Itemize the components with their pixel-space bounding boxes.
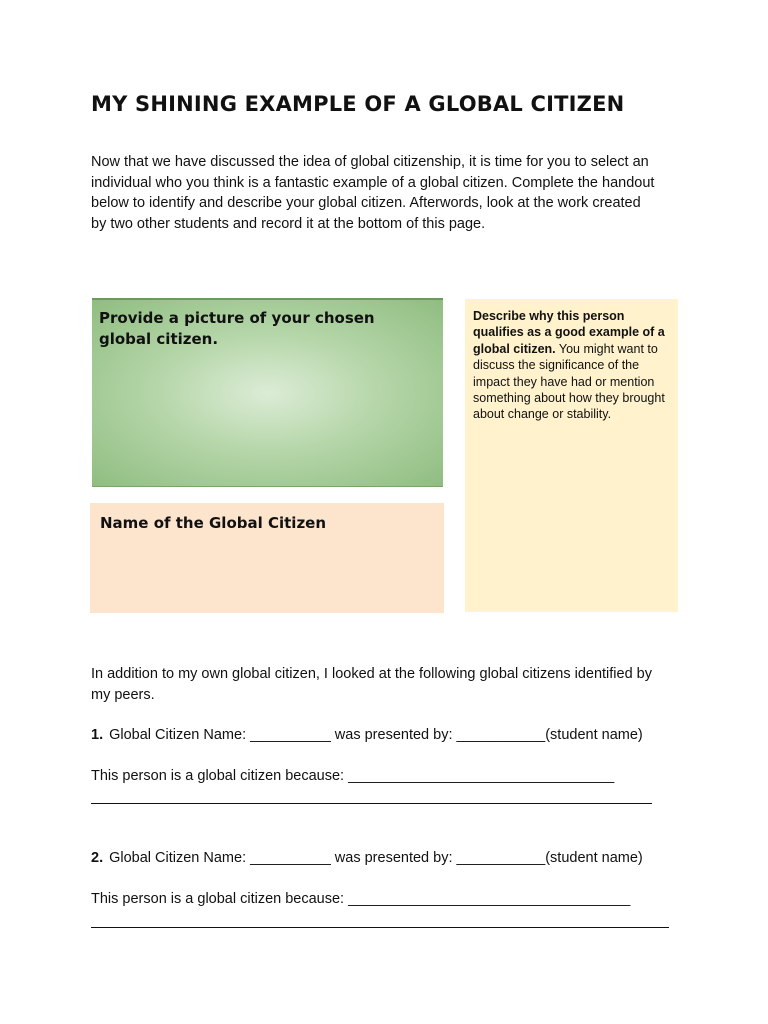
intro-paragraph (91, 152, 691, 234)
entry-2-answer-underline[interactable] (91, 927, 669, 928)
peers-intro-line: In addition to my own global citizen, I looked at the following global citizens identified by (91, 666, 652, 682)
entry-1-name-line[interactable] (91, 727, 643, 743)
picture-box-label: Provide a picture of your chosen global citizen. (99, 309, 375, 348)
picture-box[interactable] (92, 298, 443, 487)
entry-2-name-text: Global Citizen Name: __________ was presented by: ___________(student name) (109, 850, 643, 866)
entry-1-name-text: Global Citizen Name: __________ was presented by: ___________(student name) (109, 727, 643, 743)
describe-box[interactable] (465, 299, 678, 612)
entry-2-because-line[interactable]: This person is a global citizen because: ___________________________________ (91, 891, 631, 907)
describe-box-bold: Describe why this person qualifies as a good example of a global citizen. (473, 309, 665, 356)
name-box-label: Name of the Global Citizen (100, 514, 327, 532)
entry-2-name-line[interactable] (91, 850, 643, 866)
entry-2-number: 2. (91, 850, 104, 866)
intro-line: Now that we have discussed the idea of global citizenship, it is time for you to select an (91, 154, 649, 170)
peers-intro-paragraph (91, 664, 691, 706)
describe-box-label (473, 308, 673, 423)
intro-line: by two other students and record it at the bottom of this page. (91, 215, 486, 232)
intro-line: below to identify and describe your global citizen. Afterwords, look at the work created (91, 195, 641, 211)
page-title: MY SHINING EXAMPLE OF A GLOBAL CITIZEN (91, 92, 625, 116)
name-box[interactable] (90, 503, 444, 613)
intro-line: individual who you think is a fantastic example of a global citizen. Complete the handout (91, 174, 655, 191)
entry-1-because-line[interactable]: This person is a global citizen because: _________________________________ (91, 768, 615, 784)
peers-intro-line: my peers. (91, 687, 155, 703)
entry-1-answer-underline[interactable] (91, 803, 652, 804)
describe-box-text: You might want to discuss the significance of the impact they have had or mention something about how they brought about change or stability. (473, 341, 665, 422)
entry-1-number: 1. (91, 727, 104, 743)
